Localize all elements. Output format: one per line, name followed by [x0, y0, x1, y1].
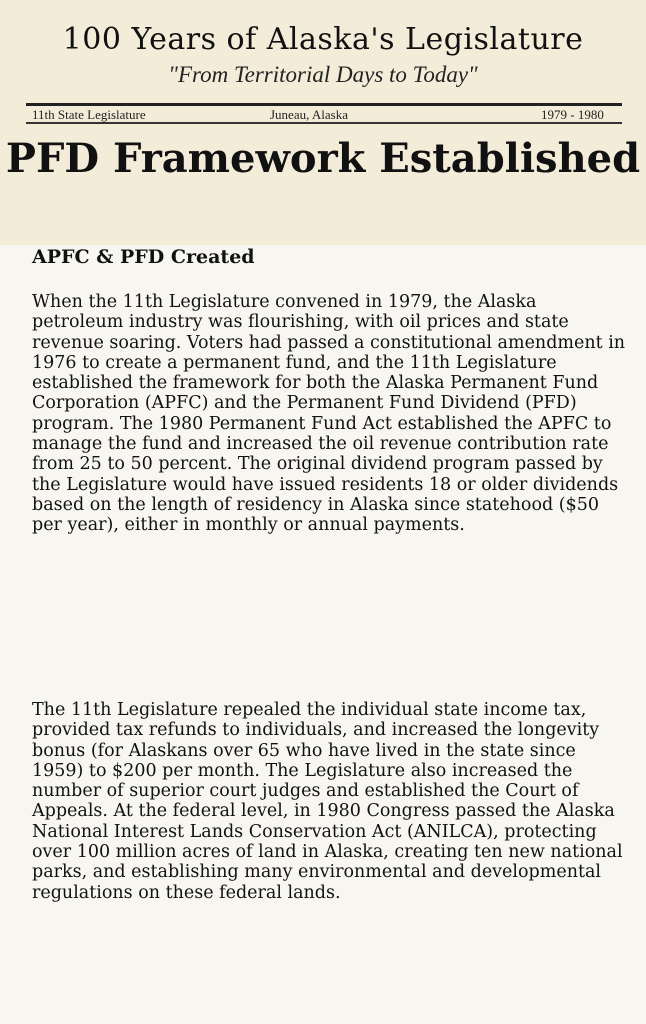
masthead-title: 100 Years of Alaska's Legislature — [62, 22, 584, 57]
article-paragraph-2: The 11th Legislature repealed the individual state income tax, provided tax refunds to individuals, and increased the longevity bonus (for Alaskans over 65 who have lived in the state since 1959) to $200 per month. The Legislature also increased the number of superior court judges and established the Court of Appeals. At the federal level, in 1980 Congress passed the Alaska National Interest Lands Conservation Act (ANILCA), protecting over 100 million acres of land in Alaska, creating ten new national parks, and establishing many environmental and developmental regulations on these federal lands. — [32, 700, 623, 903]
article-body — [0, 245, 646, 1024]
masthead-subtitle: "From Territorial Days to Today" — [168, 62, 478, 87]
article-headline: PFD Framework Established — [5, 135, 641, 182]
masthead-bottom-rule — [26, 122, 622, 124]
masthead-top-rule — [26, 103, 622, 106]
article-paragraph-1: When the 11th Legislature convened in 1979, the Alaska petroleum industry was flourishing, with oil prices and state revenue soaring. Voters had passed a constitutional amendment in 1976 to create a permanent fund, and the 11th Legislature established the framework for both the Alaska Permanent Fund Corporation (APFC) and the Permanent Fund Dividend (PFD) program. The 1980 Permanent Fund Act established the APFC to manage the fund and increased the oil revenue contribution rate from 25 to 50 percent. The original dividend program passed by the Legislature would have issued residents 18 or older dividends based on the length of residency in Alaska since statehood ($50 per year), either in monthly or annual payments. — [32, 292, 626, 536]
masthead — [0, 0, 646, 245]
dateline-legislature: 11th State Legislature — [32, 107, 146, 122]
dateline-location: Juneau, Alaska — [270, 107, 348, 122]
article-subhead: APFC & PFD Created — [32, 246, 255, 268]
dateline-years: 1979 - 1980 — [541, 107, 604, 122]
